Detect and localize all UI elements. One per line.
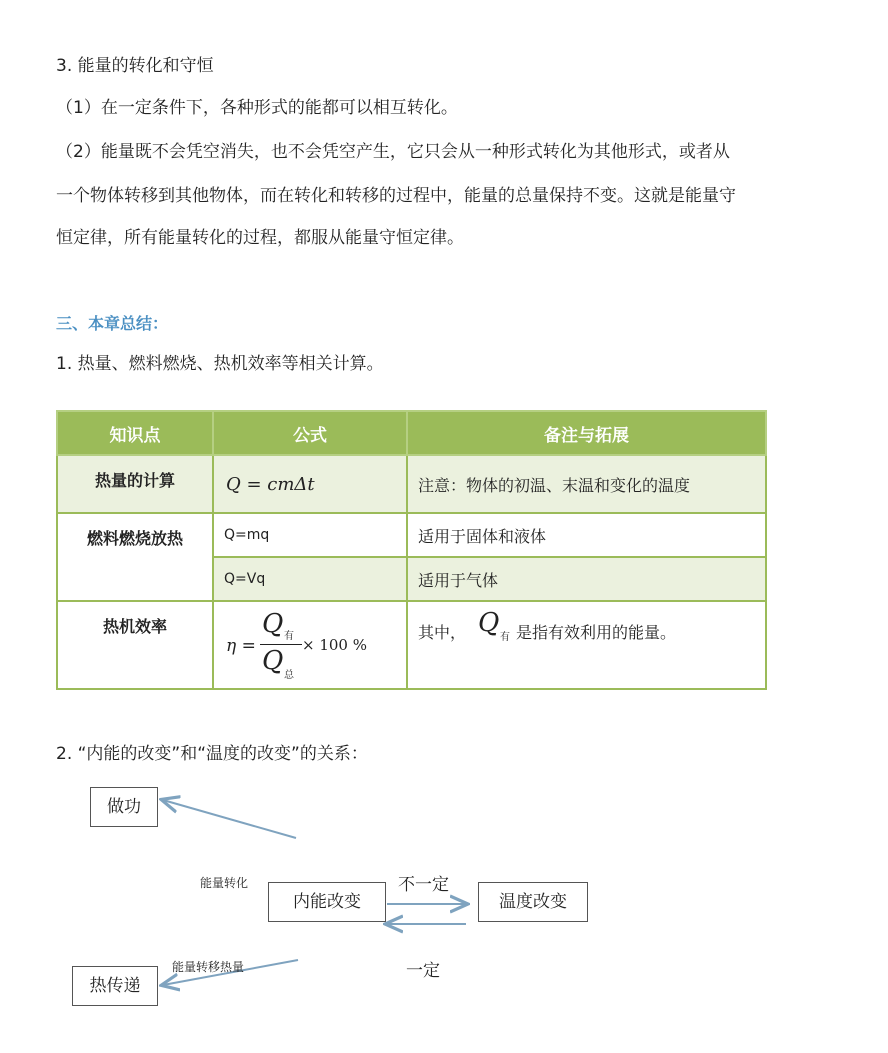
note-cell: 注意：物体的初温、末温和变化的温度 xyxy=(407,455,766,513)
header-notes: 备注与拓展 xyxy=(407,411,766,455)
paragraph-2-line-2: 一个物体转移到其他物体，而在转化和转移的过程中，能量的总量保持不变。这就是能量守 xyxy=(56,186,736,206)
formula-cell: Q = cmΔt xyxy=(213,455,407,513)
not-necessarily-label: 不一定 xyxy=(398,875,449,895)
paragraph-1: （1）在一定条件下，各种形式的能都可以相互转化。 xyxy=(56,98,458,118)
paragraph-2-line-3: 恒定律，所有能量转化的过程，都服从能量守恒定律。 xyxy=(56,228,464,248)
work-box: 做功 xyxy=(90,787,158,827)
efficiency-formula-cell: η = Q 有 Q 总 × 100 % xyxy=(213,601,407,689)
internal-energy-box: 内能改变 xyxy=(268,882,386,922)
temperature-box: 温度改变 xyxy=(478,882,588,922)
note-cell: 其中， Q 有 是指有效利用的能量。 xyxy=(407,601,766,689)
topic-cell: 热量的计算 xyxy=(57,455,213,513)
heat-transfer-box: 热传递 xyxy=(72,966,158,1006)
paragraph-2-line-1: （2）能量既不会凭空消失，也不会凭空产生，它只会从一种形式转化为其他形式，或者从 xyxy=(56,142,730,162)
header-formula: 公式 xyxy=(213,411,407,455)
summary-item-1: 1. 热量、燃料燃烧、热机效率等相关计算。 xyxy=(56,354,384,374)
necessarily-label: 一定 xyxy=(406,961,440,981)
note-cell: 适用于气体 xyxy=(407,557,766,601)
topic-cell: 热机效率 xyxy=(57,601,213,689)
energy-transfer-label: 能量转移热量 xyxy=(172,960,245,974)
chapter-summary-heading: 三、本章总结： xyxy=(56,314,169,333)
header-topic: 知识点 xyxy=(57,411,213,455)
topic-cell: 燃料燃烧放热 xyxy=(57,513,213,601)
energy-conversion-label: 能量转化 xyxy=(200,876,249,890)
note-cell: 适用于固体和液体 xyxy=(407,513,766,557)
summary-item-2: 2. “内能的改变”和“温度的改变”的关系： xyxy=(56,744,368,764)
formula-cell: Q=mq xyxy=(213,513,407,557)
formula-cell: Q=Vq xyxy=(213,557,407,601)
section-title: 3. 能量的转化和守恒 xyxy=(56,56,214,76)
arrow-to-work xyxy=(163,800,296,838)
